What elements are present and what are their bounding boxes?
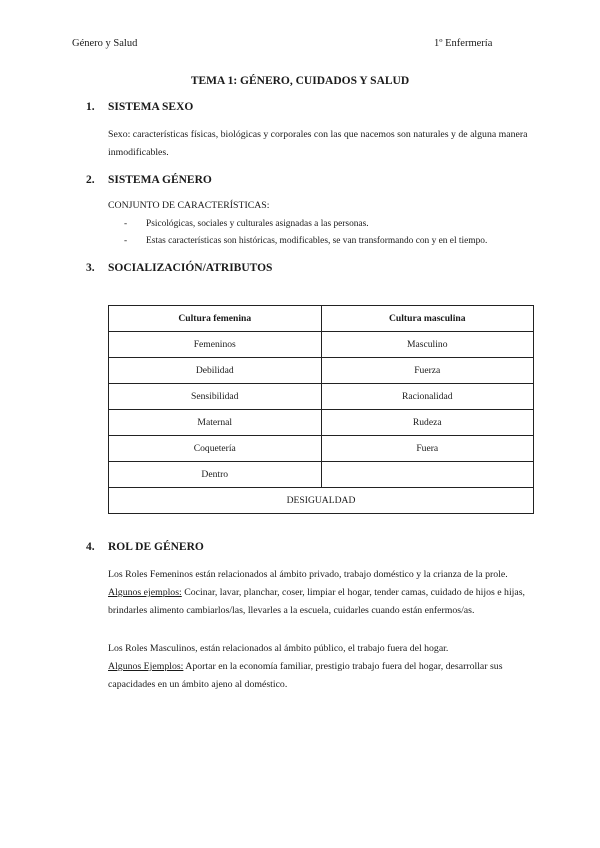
ejemplos-text: Aportar en la economía familiar, prestigio trabajo fuera del hogar, desarrollar sus capacidades en un ámbito ajeno al doméstico.: [108, 661, 503, 690]
table-row: [109, 358, 534, 384]
table-cell: Femeninos: [109, 332, 322, 358]
genero-list: [124, 216, 487, 250]
table-row: [109, 384, 534, 410]
header-left: Género y Salud: [72, 38, 138, 49]
section-number: 2.: [86, 174, 95, 186]
page-title: TEMA 1: GÉNERO, CUIDADOS Y SALUD: [190, 75, 410, 87]
section-heading-genero: [86, 174, 212, 186]
list-item: - Estas características son históricas, modificables, se van transformando con y en el tiempo.: [124, 233, 487, 250]
table-cell: Debilidad: [109, 358, 322, 384]
table-header-cell: Cultura masculina: [321, 306, 534, 332]
section-heading-socializacion: [86, 262, 272, 274]
table-cell: Dentro: [109, 462, 322, 488]
section-title: ROL DE GÉNERO: [108, 541, 204, 553]
table-header-cell: Cultura femenina: [109, 306, 322, 332]
section-number: 1.: [86, 101, 95, 113]
ejemplos-label: Algunos ejemplos:: [108, 587, 182, 598]
table-cell: Sensibilidad: [109, 384, 322, 410]
table-cell: Maternal: [109, 410, 322, 436]
rol-femenino-paragraph: [108, 566, 533, 620]
table-row: [109, 436, 534, 462]
culture-table: [108, 305, 534, 514]
table-cell: Masculino: [321, 332, 534, 358]
table-row: [109, 332, 534, 358]
table-row: [109, 410, 534, 436]
section-number: 4.: [86, 541, 95, 553]
table-footer-cell: DESIGUALDAD: [109, 488, 534, 514]
ejemplos-label: Algunos Ejemplos:: [108, 661, 184, 672]
table-cell: Rudeza: [321, 410, 534, 436]
header-right: 1º Enfermería: [434, 38, 493, 49]
section-heading-sexo: [86, 101, 193, 113]
table-cell: Coquetería: [109, 436, 322, 462]
section-heading-rol: [86, 541, 204, 553]
section-title: SISTEMA SEXO: [108, 101, 194, 113]
ejemplos-text: Cocinar, lavar, planchar, coser, limpiar el hogar, tender camas, cuidado de hijos e hijas, brindarles alimento cambiarlos/las, llevarles a la escuela, cuidarles cuando están enfermos/as.: [108, 587, 525, 616]
sexo-paragraph: Sexo: características físicas, biológicas y corporales con las que nacemos son naturales y de alguna manera inmodificables.: [108, 129, 528, 158]
table-cell: Fuerza: [321, 358, 534, 384]
section-number: 3.: [86, 262, 95, 274]
genero-heading: CONJUNTO DE CARACTERÍSTICAS:: [108, 200, 270, 211]
rol-masculino-text: Los Roles Masculinos, están relacionados al ámbito público, el trabajo fuera del hogar.: [108, 643, 449, 654]
section-title: SOCIALIZACIÓN/ATRIBUTOS: [108, 262, 273, 274]
table-footer-row: [109, 488, 534, 514]
table-row: [109, 462, 534, 488]
table-cell: Fuera: [321, 436, 534, 462]
rol-masculino-paragraph: [108, 640, 533, 694]
table-header-row: [109, 306, 534, 332]
table-cell: [321, 462, 534, 488]
table-cell: Racionalidad: [321, 384, 534, 410]
section-title: SISTEMA GÉNERO: [108, 174, 212, 186]
rol-femenino-text: Los Roles Femeninos están relacionados al ámbito privado, trabajo doméstico y la crianza de la prole.: [108, 569, 508, 580]
list-item: - Psicológicas, sociales y culturales asignadas a las personas.: [124, 216, 487, 233]
